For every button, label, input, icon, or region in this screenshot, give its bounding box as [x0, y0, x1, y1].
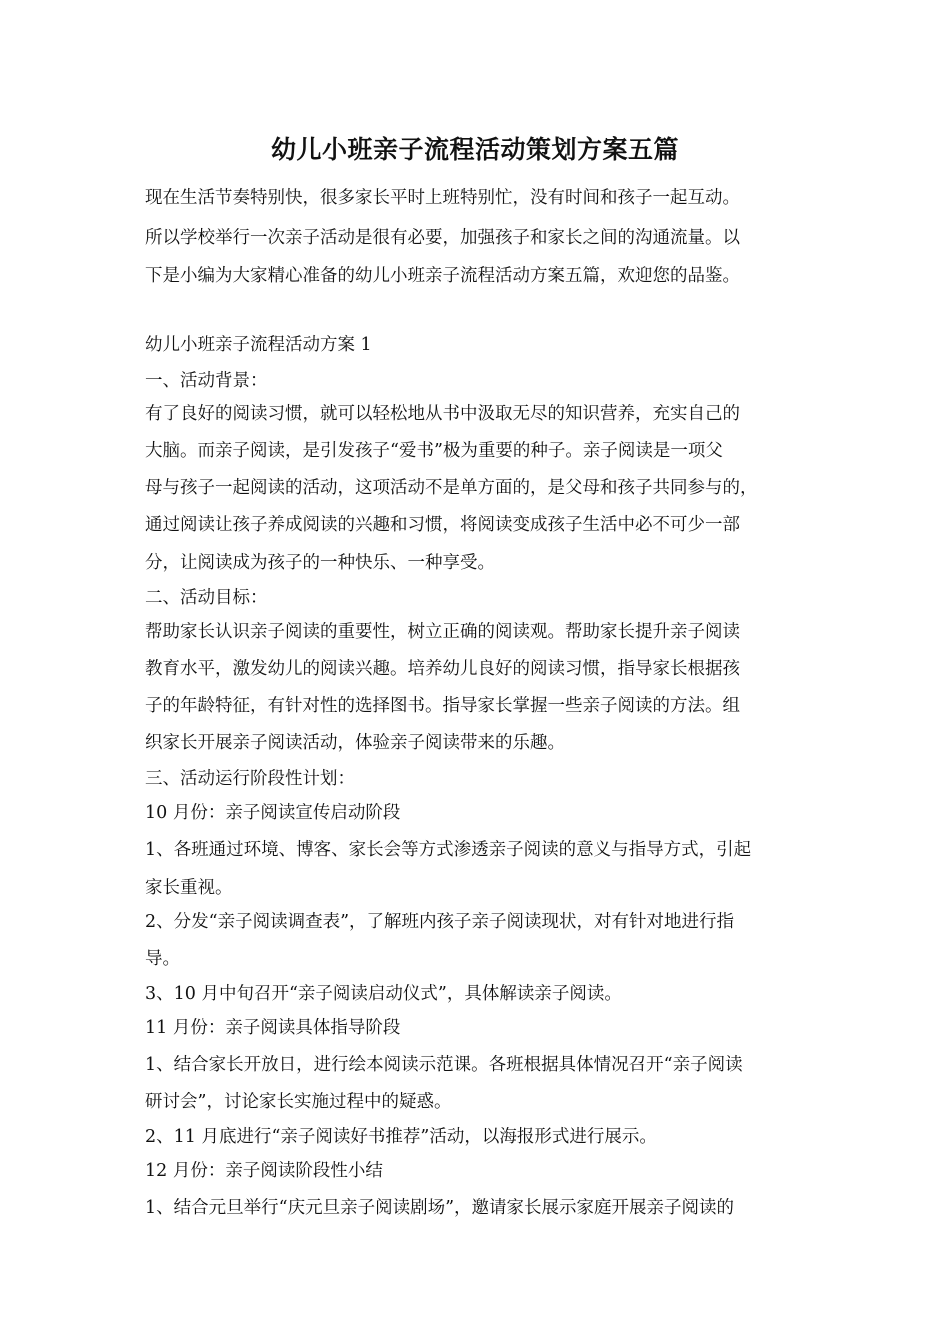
section-heading: 幼儿小班亲子流程活动方案 1	[145, 335, 372, 355]
list-item-line: 3、10 月中旬召开“亲子阅读启动仪式”，具体解读亲子阅读。	[145, 984, 622, 1004]
list-item-line: 1、结合元旦举行“庆元旦亲子阅读剧场”，邀请家长展示家庭开展亲子阅读的	[145, 1198, 735, 1218]
list-item-line: 1、各班通过环境、博客、家长会等方式渗透亲子阅读的意义与指导方式，引起	[145, 840, 752, 860]
list-item-line: 2、11 月底进行“亲子阅读好书推荐”活动，以海报形式进行展示。	[145, 1127, 657, 1147]
paragraph-line: 母与孩子一起阅读的活动，这项活动不是单方面的，是父母和孩子共同参与的，	[145, 478, 758, 498]
paragraph-line: 帮助家长认识亲子阅读的重要性，树立正确的阅读观。帮助家长提升亲子阅读	[145, 622, 740, 642]
document-title: 幼儿小班亲子流程活动策划方案五篇	[270, 135, 679, 164]
intro-line-1: 现在生活节奏特别快，很多家长平时上班特别忙，没有时间和孩子一起互动。	[145, 188, 740, 208]
paragraph-line: 织家长开展亲子阅读活动，体验亲子阅读带来的乐趣。	[145, 733, 565, 753]
list-item-line: 1、结合家长开放日，进行绘本阅读示范课。各班根据具体情况召开“亲子阅读	[145, 1055, 743, 1075]
paragraph-line: 大脑。而亲子阅读，是引发孩子“爱书”极为重要的种子。亲子阅读是一项父	[145, 441, 723, 461]
list-item-line: 导。	[145, 949, 180, 969]
month-heading-october: 10 月份：亲子阅读宣传启动阶段	[145, 803, 401, 823]
list-item-line: 研讨会”，讨论家长实施过程中的疑惑。	[145, 1092, 452, 1112]
month-heading-november: 11 月份：亲子阅读具体指导阶段	[145, 1018, 401, 1038]
paragraph-line: 通过阅读让孩子养成阅读的兴趣和习惯，将阅读变成孩子生活中必不可少一部	[145, 515, 740, 535]
subheading-background: 一、活动背景：	[145, 371, 268, 391]
list-item-line: 2、分发“亲子阅读调查表”，了解班内孩子亲子阅读现状，对有针对地进行指	[145, 912, 735, 932]
paragraph-line: 分，让阅读成为孩子的一种快乐、一种享受。	[145, 553, 495, 573]
subheading-goals: 二、活动目标：	[145, 588, 268, 608]
paragraph-line: 教育水平，激发幼儿的阅读兴趣。培养幼儿良好的阅读习惯，指导家长根据孩	[145, 659, 740, 679]
paragraph-line: 有了良好的阅读习惯，就可以轻松地从书中汲取无尽的知识营养，充实自己的	[145, 404, 740, 424]
list-item-line: 家长重视。	[145, 878, 233, 898]
month-heading-december: 12 月份：亲子阅读阶段性小结	[145, 1161, 383, 1181]
subheading-plan: 三、活动运行阶段性计划：	[145, 769, 355, 789]
intro-line-2: 所以学校举行一次亲子活动是很有必要，加强孩子和家长之间的沟通流量。以	[145, 228, 740, 248]
paragraph-line: 子的年龄特征，有针对性的选择图书。指导家长掌握一些亲子阅读的方法。组	[145, 696, 740, 716]
intro-line-3: 下是小编为大家精心准备的幼儿小班亲子流程活动方案五篇，欢迎您的品鉴。	[145, 266, 740, 286]
